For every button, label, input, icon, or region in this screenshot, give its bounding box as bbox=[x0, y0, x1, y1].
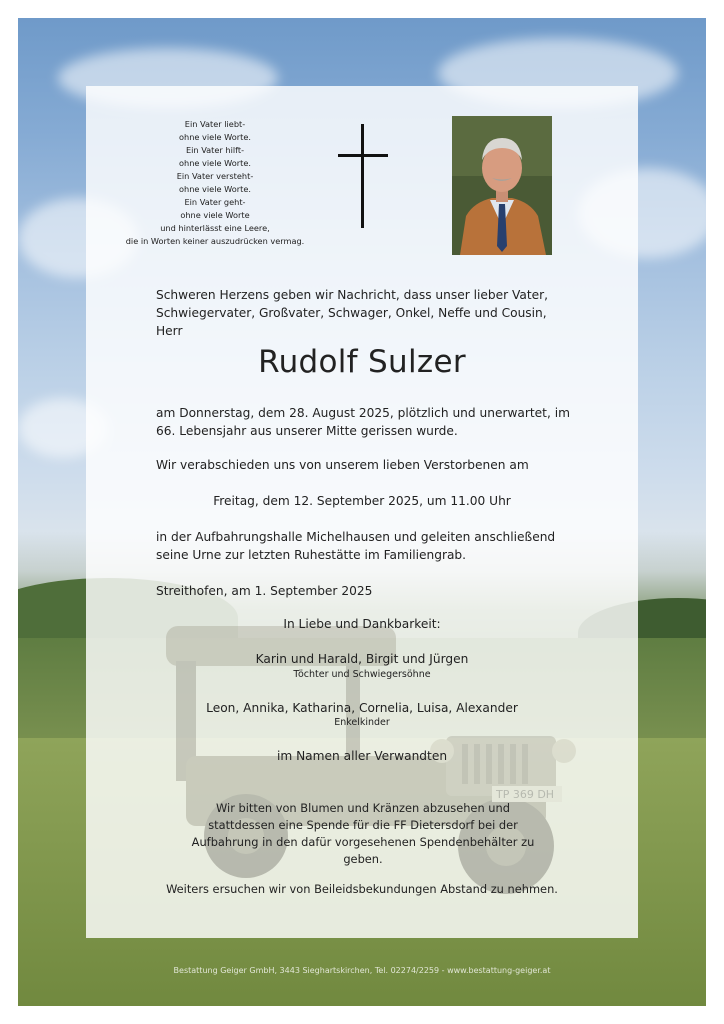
farewell-date: Freitag, dem 12. September 2025, um 11.00 Uhr bbox=[213, 494, 511, 508]
farewell-intro: Wir verabschieden uns von unserem lieben Verstorbenen am bbox=[156, 458, 529, 472]
deceased-name: Rudolf Sulzer bbox=[258, 344, 466, 380]
poem-line: ohne viele Worte. bbox=[179, 132, 251, 142]
funeral-home-footer: Bestattung Geiger GmbH, 3443 Sieghartskirchen, Tel. 02274/2259 - www.bestattung-geiger.at bbox=[173, 966, 551, 975]
intro-text: Schweren Herzens geben wir Nachricht, dass unser lieber Vater, Schwiegervater, Großvater, Schwager, Onkel, Neffe und Cousin, Herr bbox=[156, 288, 549, 338]
poem-line: Ein Vater hilft- bbox=[185, 145, 245, 155]
poem bbox=[110, 118, 320, 248]
portrait-illustration bbox=[452, 116, 552, 255]
poem-line: ohne viele Worte. bbox=[179, 184, 251, 194]
poem-line: Ein Vater geht- bbox=[184, 197, 246, 207]
donation-request: Wir bitten von Blumen und Kränzen abzusehen und stattdessen eine Spende für die FF Dietersdorf bei der Aufbahrung in den dafür vorgesehenen Spendenbehälter zu geben. bbox=[191, 801, 535, 866]
children-names: Karin und Harald, Birgit und Jürgen bbox=[255, 652, 469, 666]
children-role: Töchter und Schwiegersöhne bbox=[293, 669, 431, 680]
grandchildren-role: Enkelkinder bbox=[334, 717, 390, 728]
poem-line: ohne viele Worte bbox=[180, 210, 250, 220]
poem-line: Ein Vater liebt- bbox=[184, 119, 246, 129]
cross-icon bbox=[338, 124, 388, 228]
relatives-line: im Namen aller Verwandten bbox=[276, 749, 448, 763]
poem-line: ohne viele Worte. bbox=[179, 158, 251, 168]
ceremony-text: in der Aufbahrungshalle Michelhausen und geleiten anschließend seine Urne zur letzten Ruhestätte im Familiengrab. bbox=[156, 530, 556, 562]
poem-line: Ein Vater versteht- bbox=[176, 171, 254, 181]
portrait-photo bbox=[452, 116, 552, 255]
gratitude-line: In Liebe und Dankbarkeit: bbox=[283, 617, 441, 631]
poem-line: die in Worten keiner auszudrücken vermag. bbox=[125, 236, 305, 246]
grandchildren-names: Leon, Annika, Katharina, Cornelia, Luisa, Alexander bbox=[206, 701, 518, 715]
place-date: Streithofen, am 1. September 2025 bbox=[156, 584, 373, 598]
jeep-plate: TP 369 DH bbox=[496, 788, 555, 801]
death-notice: am Donnerstag, dem 28. August 2025, plötzlich und unerwartet, im 66. Lebensjahr aus unserer Mitte gerissen wurde. bbox=[156, 406, 570, 438]
condolence-request: Weiters ersuchen wir von Beileidsbekundungen Abstand zu nehmen. bbox=[166, 882, 558, 896]
poem-line: und hinterlässt eine Leere, bbox=[160, 223, 270, 233]
